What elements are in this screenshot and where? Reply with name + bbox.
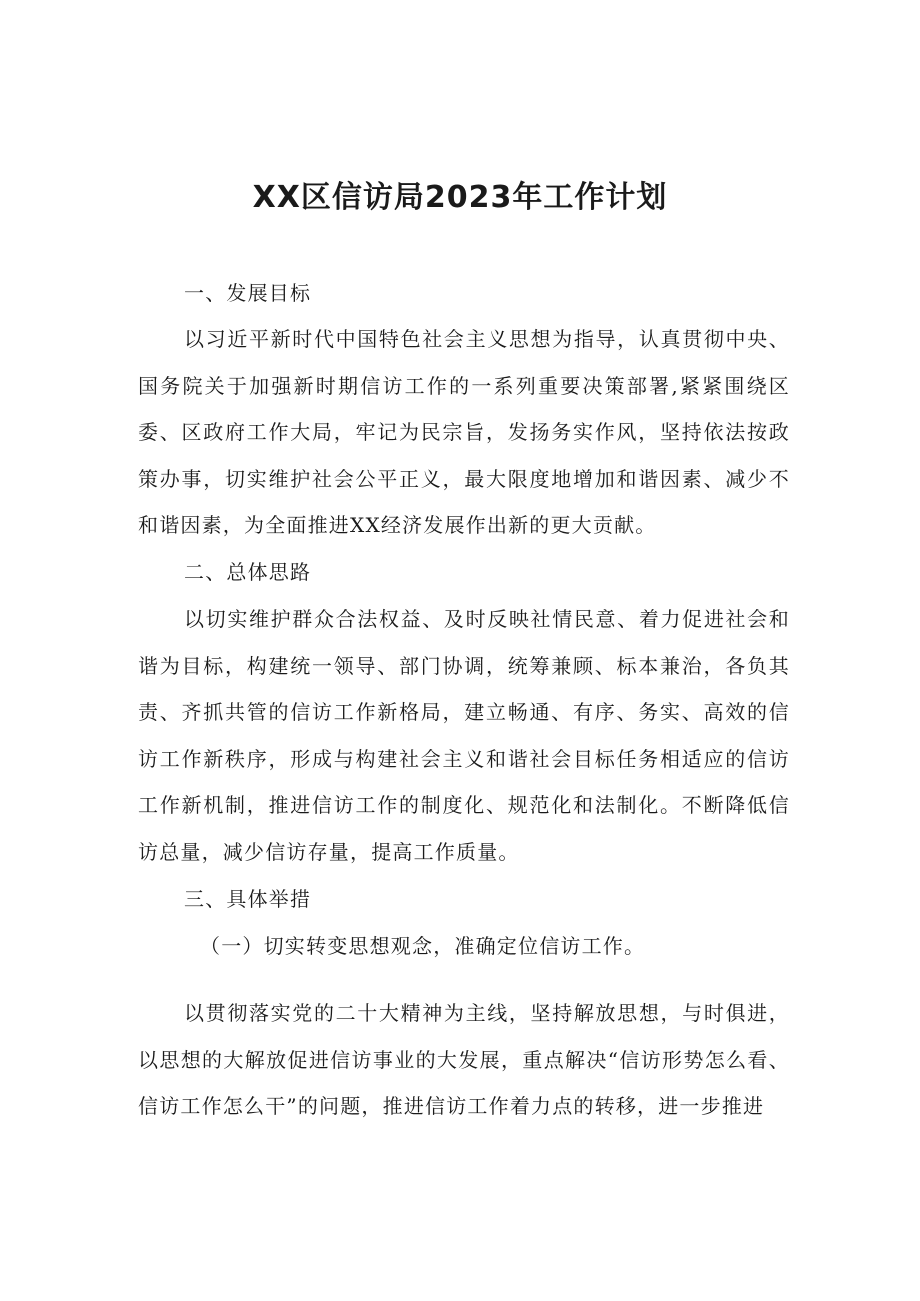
section-heading-3: 三、具体举措 xyxy=(184,887,312,911)
document-title: XX区信访局2023年工作计划 xyxy=(252,180,668,215)
section-paragraph-2: 以切实维护群众合法权益、及时反映社情民意、着力促进社会和谐为目标，构建统一领导、部门协调，统筹兼顾、标本兼治，各负其责、齐抓共管的信访工作新格局，建立畅通、有序、务实、高效的信访工作新秩序，形成与构建社会主义和谐社会目标任务相适应的信访工作新机制，推进信访工作的制度化、规范化和法制化。不断降低信访总量，减少信访存量，提高工作质量。 xyxy=(138,607,790,864)
section-paragraph-3: 以贯彻落实党的二十大精神为主线，坚持解放思想，与时俱进，以思想的大解放促进信访事业的大发展，重点解决“信访形势怎么看、信访工作怎么干”的问题，推进信访工作着力点的转移，进一步推进 xyxy=(138,1001,790,1118)
section-heading-1: 一、发展目标 xyxy=(184,281,312,305)
section-paragraph-1: 以习近平新时代中国特色社会主义思想为指导，认真贯彻中央、国务院关于加强新时期信访工作的一系列重要决策部署,紧紧围绕区委、区政府工作大局，牢记为民宗旨，发扬务实作风，坚持依法按政策办事，切实维护社会公平正义，最大限度地增加和谐因素、减少不和谐因素，为全面推进XX经济发展作出新的更大贡献。 xyxy=(138,327,790,537)
section-heading-2: 二、总体思路 xyxy=(184,560,312,584)
section-subheading-3-1: （一）切实转变思想观念，准确定位信访工作。 xyxy=(200,934,646,958)
